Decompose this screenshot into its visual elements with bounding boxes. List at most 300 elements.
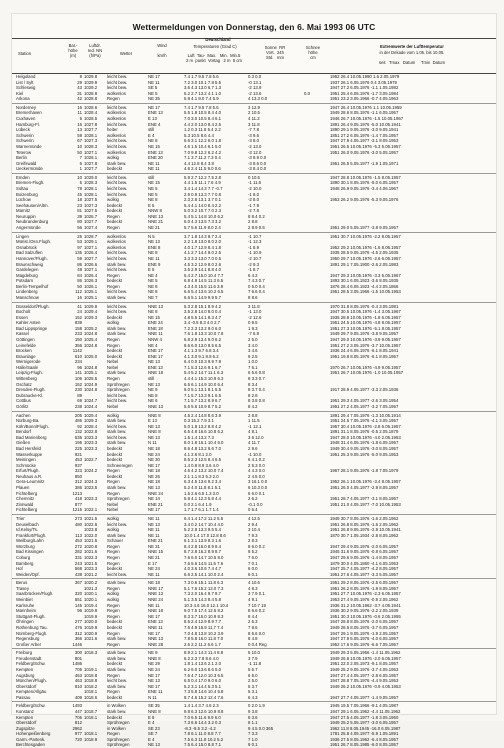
station-wind: NNE 11 [148, 331, 163, 337]
station-wind: NNE 13 [148, 303, 164, 309]
station-temperaturen: 4.6 2.4 11.5 9.0 0.6 [184, 166, 221, 172]
station-name: Schleswig [16, 85, 36, 91]
station-temperaturen: 7.2 3.0 10.1 7.8 5.5 [184, 79, 222, 85]
station-luftdruck: 1029.8 [84, 74, 98, 79]
station-sonne-rr: 7 3.3 [248, 731, 258, 737]
station-extremwerte: 1951 26.8 8.05.1976 -1.6 2.05.1962 [330, 521, 399, 527]
station-sonne-rr: -3 8.4 0.0 [248, 166, 267, 172]
station-name: Nürnberg-Flugh. [16, 630, 48, 636]
station-wind: NE 13 [148, 742, 160, 748]
station-wind: SE 5 [148, 85, 158, 91]
station-luftdruck: 1024.8 [84, 387, 98, 393]
station-schneehoehe: 0.0 [304, 90, 310, 96]
station-extremwerte: 1947 27.5 4.05.1977 -1.8 3.05.1960 [330, 714, 399, 720]
station-sonne-rr: -0.1 0.0 [248, 501, 263, 507]
station-wind: NE 35 [148, 96, 160, 102]
station-sonne-rr: 3 10.4 [248, 527, 260, 533]
station-name: Hannover/Flugh. [16, 255, 48, 261]
station-hoehe: 272 [74, 543, 82, 549]
station-temperaturen: 8.9 2.1 14.3 11.4 8.8 [184, 650, 224, 656]
station-hoehe: 67 [77, 138, 82, 144]
station-sonne-rr: -1 8.0 [248, 191, 259, 197]
station-hoehe: 453 [74, 457, 82, 463]
header-wetter: Wetter [119, 51, 133, 56]
station-luftdruck: 1029.4 [84, 309, 98, 315]
station-sonne-rr: 4 4.3 0.0 [248, 468, 265, 474]
station-wetter: leicht bew. [107, 104, 128, 110]
station-wind: E 4 [148, 132, 155, 138]
station-extremwerte: 1936 30.2 9.05.1976 -2.2 2.05.1939 [330, 608, 399, 614]
station-wind: NE 13 [148, 423, 160, 429]
station-name: Lingen [16, 233, 29, 239]
station-sonne-rr: -1 8.9 [248, 244, 259, 250]
station-wetter: stark bew. [107, 261, 127, 267]
station-wetter: leicht bew. [107, 267, 128, 273]
station-extremwerte: 1891 31.1 8.05.1976 -0.5 2.05.1879 [330, 429, 399, 435]
station-sonne-rr: 9 2.5 [248, 353, 258, 359]
station-temperaturen: 6.2 2.3 7.8 8.6 4.0 [184, 655, 219, 661]
station-name: Lindenberg [16, 289, 38, 295]
station-name: Schwerin [16, 132, 34, 138]
station-wind: NNE 13 [148, 403, 164, 409]
station-extremwerte: 1947 28.8 10.05.1976 -1.5 8.05.1957 [330, 174, 401, 180]
station-wind: N 11 [148, 440, 157, 446]
station-name: Kassel [16, 331, 29, 337]
header-schnee: Schnee höhe cm [305, 45, 321, 60]
station-wind: ENE 11 [148, 689, 163, 695]
table-header [12, 38, 496, 74]
station-temperaturen: 4.1 3.0 9.1 8.8 6.2 [184, 353, 219, 359]
station-hoehe: 720 [74, 736, 82, 742]
station-wetter: stark bew. [107, 485, 127, 491]
station-wetter: bedeckt [107, 208, 123, 214]
station-wind: ENE 17 [148, 348, 163, 354]
station-temperaturen: 5.0 3.2 10.7 7.0 2.3 [184, 208, 222, 214]
station-luftdruck: 1018.1 [84, 689, 98, 695]
station-hoehe: 463 [74, 672, 82, 678]
station-name: Gera-Leumnitz [16, 479, 45, 485]
station-wetter: leicht bew. [107, 185, 128, 191]
station-name: Wernigerode [16, 359, 41, 365]
station-sonne-rr: 4 11.2 [248, 116, 260, 122]
station-luftdruck: 1027.4 [84, 225, 98, 231]
station-extremwerte: 1890 29.1 9.05.1976 -3.0 9.05.1941 [330, 127, 399, 133]
station-wetter: leicht bew. [107, 79, 128, 85]
station-hoehe: 96 [77, 364, 82, 370]
station-wind: NNE 8 [148, 429, 161, 435]
station-wind: E 5 [148, 202, 155, 208]
station-hoehe: 238 [74, 403, 82, 409]
station-extremwerte: 1947 30.5 10.05.1976 -1.4 3.05.1967 [330, 309, 401, 315]
station-wetter: Regen [107, 672, 120, 678]
station-extremwerte: 1951 25.3 9.05.1976 -5.0 9.05.1953 [330, 451, 399, 457]
station-wetter: leicht bew. [107, 138, 128, 144]
station-wetter: Nebel [107, 364, 119, 370]
station-extremwerte: 1891 29.1 7.05.1900 -2.6 2.05.1983 [330, 261, 399, 267]
station-temperaturen: 3.4 -0.5 8.3 4.0 2.7 [184, 320, 221, 326]
station-extremwerte: 1947 28.8 8.05.1976 -2.0 6.05.1957 [330, 619, 399, 625]
station-wetter: Regen [107, 490, 120, 496]
station-temperaturen: 1.5 1.4 13.2 7.3 [184, 434, 214, 440]
station-extremwerte: 1949 28.6 8.05.1976 -1.1 6.05.1957 [330, 110, 399, 116]
station-extremwerte: 1935 28.5 9.05.1976 -4.5 2.05.1935 [330, 250, 399, 256]
station-name: Frankfurt/Flugh. [16, 532, 47, 538]
station-name: Schmücke [16, 462, 37, 468]
station-hoehe: 480 [74, 521, 82, 527]
station-extremwerte: 1949 28.5 8.05.1976 -3.7 6.05.1957 [330, 624, 399, 630]
station-wetter: in Wolken [107, 725, 126, 731]
station-wind: NNE 8 [148, 412, 161, 418]
station-name: Warnemünde [16, 143, 42, 149]
station-temperaturen: 6.4 1.4 17.2 11.2 5.5 [184, 515, 224, 521]
station-luftdruck: 1023.3 [84, 440, 98, 446]
station-hoehe: 409 [74, 694, 82, 700]
station-temperaturen: 4.1 2.7 14.4 8.0 2.5 [184, 250, 222, 256]
station-name: Göttingen [16, 337, 35, 343]
station-wind: NE 8 [148, 392, 158, 398]
station-extremwerte: 1951 28.5 3.05.1966 -1.5 10.05.1953 [330, 289, 401, 295]
station-hoehe: 195 [74, 440, 82, 446]
station-luftdruck: 1019.4 [84, 602, 98, 608]
station-luftdruck: 1026.3 [84, 278, 98, 284]
station-wetter: Nebel [107, 501, 119, 507]
station-temperaturen: 8.5 2.3 12.5 8.4 6.5 [184, 457, 222, 463]
station-wind: NE 13 [148, 678, 160, 684]
station-wind: NE 8 [148, 197, 158, 203]
station-wetter: wolkig [107, 515, 119, 521]
station-sonne-rr: 2 5.0 [248, 678, 258, 684]
station-temperaturen: 7.3 2.0 16.4 9.7 8.7 [184, 591, 222, 597]
station-luftdruck: 1026.1 [84, 283, 98, 289]
station-wind: ENE 20 [148, 155, 163, 161]
station-luftdruck: 1028.3 [84, 180, 98, 186]
station-sonne-rr: -3 12.0 [248, 149, 262, 155]
station-luftdruck: 1025.2 [84, 325, 98, 331]
station-temperaturen: 5.5 1.8 10.5 8.4 4.0 [184, 110, 222, 116]
station-hoehe: 282 [74, 549, 82, 555]
station-wind: ENE 8 [148, 244, 161, 250]
station-wind: NNE 13 [148, 213, 164, 219]
station-temperaturen: 5.2 2.8 13.3 9.5 5.4 [184, 527, 222, 533]
station-luftdruck: 1023.3 [84, 434, 98, 440]
station-wind: E 13 [148, 418, 157, 424]
station-name: Erfurt/Flugh. [16, 468, 40, 474]
station-name: Oberstdorf [16, 683, 37, 689]
station-luftdruck: 1027.7 [84, 219, 98, 225]
station-name: Bamberg [16, 560, 34, 566]
station-temperaturen: 3.4 1.4 14.3 7.7 -0.7 [184, 185, 223, 191]
station-wind: NE 18 [148, 468, 160, 474]
station-hoehe: 152 [74, 314, 82, 320]
station-luftdruck: 1026.4 [84, 272, 98, 278]
station-wind: NE 11 [148, 255, 160, 261]
station-luftdruck: 1020.9 [84, 630, 98, 636]
station-wetter: leicht bew. [107, 191, 128, 197]
station-hoehe: 135 [74, 250, 82, 256]
station-name: Fichtelberg [16, 490, 38, 496]
station-name: Plauen [16, 485, 30, 491]
station-luftdruck: 1026.6 [84, 261, 98, 267]
station-luftdruck: 1029.0 [84, 174, 98, 180]
station-temperaturen: 3.4 0.2 14.7 10.4 4.0 [184, 521, 224, 527]
station-wind: NE 24 [148, 566, 160, 572]
station-temperaturen: 7.3 0.6 15.1 11.8 6.3 [184, 580, 224, 586]
station-wind: NE 17 [148, 462, 160, 468]
station-wind: still [148, 127, 155, 133]
station-hoehe: 438 [74, 571, 82, 577]
station-extremwerte: 1952 17.6 9.05.1976 -6.6 7.05.1957 [330, 641, 399, 647]
group-divider [12, 103, 496, 104]
station-temperaturen: 1.4 0.8 8.9 3.6 4.0 [184, 462, 219, 468]
station-wind: ENE 4 [148, 121, 161, 127]
station-hoehe: 59 [77, 132, 82, 138]
station-temperaturen: 1.2 0.3 11.8 5.4 2.2 [184, 127, 221, 133]
station-wetter: Regen [107, 479, 120, 485]
station-extremwerte: 1947 29.1 9.05.1976 -1.9 2.05.1957 [330, 630, 399, 636]
station-wind: NE 11 [148, 571, 160, 577]
station-sonne-rr: 3 11.8 [248, 121, 260, 127]
station-sonne-rr: 4 13.3 0.0 [248, 96, 268, 102]
station-extremwerte: 1951 26.5 5.05.1977 -1.9 1.05.1971 [330, 160, 399, 166]
station-name: Kempten [16, 714, 34, 720]
station-hoehe: 233 [74, 331, 82, 337]
station-name: Kiel [16, 90, 24, 96]
station-temperaturen: 4.1 2.6 8.1 2.0 [184, 451, 212, 457]
station-wind: SE 7 [148, 731, 158, 737]
station-wetter: leicht bew. [107, 303, 128, 309]
station-hoehe: 418 [74, 496, 82, 502]
station-name: Rothenburg Tau. [16, 624, 48, 630]
station-extremwerte: 1951 29.3 4.05.1977 -2.6 3.05.1954 [330, 398, 399, 404]
station-extremwerte: 1962 11.8 8.05.1945 -16.0 6.05.1987 [330, 725, 401, 731]
station-temperaturen: 7.3 5.8 14.6 10.4 5.8 [184, 689, 224, 695]
station-wetter: Regen [107, 613, 120, 619]
station-name: Berchtesgaden [16, 742, 45, 748]
station-wind: NE 13 [148, 521, 160, 527]
station-wetter: stark bew. [107, 655, 127, 661]
station-hoehe: 53 [77, 239, 82, 245]
station-sonne-rr: 2 10.5 [248, 110, 260, 116]
station-wetter: Schneeregen [107, 462, 133, 468]
station-temperaturen: 8.4 2.8 16.0 8.9 8.4 [184, 543, 222, 549]
station-name: Brocken [16, 348, 32, 354]
station-hoehe: 705 [74, 714, 82, 720]
station-sonne-rr: 7 9.3 [248, 532, 258, 538]
station-temperaturen: 3.5 2.8 14.0 8.0 0.4 [184, 309, 222, 315]
station-wind: NE 24 [148, 666, 160, 672]
station-sonne-rr: -2 8.0 [248, 197, 259, 203]
station-sonne-rr: 9 3.8 [248, 709, 258, 715]
station-luftdruck: 1027.1 [84, 267, 98, 273]
station-wetter: stark bew. [107, 580, 127, 586]
station-name: Leinefelde [16, 342, 36, 348]
station-sonne-rr: -1 12.3 [248, 239, 262, 245]
station-extremwerte: 1949 25.2 9.05.1976 -3.7 4.05.1953 [330, 666, 399, 672]
station-name: Bendorf [16, 429, 32, 435]
station-temperaturen: 7.6 4.9 15.9 11.7 7.4 [184, 624, 224, 630]
station-hoehe: 2962 [72, 725, 82, 731]
station-wind: NE 9 [148, 387, 158, 393]
station-temperaturen: 6.6 5.4 13.6 10.2 6.5 [184, 289, 224, 295]
station-sonne-rr: -0 13.1 [248, 79, 262, 85]
station-wind: N 11 [148, 694, 157, 700]
station-hoehe: 366 [74, 636, 82, 642]
station-wetter: leicht bew. [107, 398, 128, 404]
station-wetter: Regen [107, 630, 120, 636]
station-name: Kempten/Allgäu [16, 689, 47, 695]
station-luftdruck: 1022.0 [84, 532, 98, 538]
station-extremwerte: 1951 26.0 9.05.1976 -3.0 5.05.1957 [330, 149, 399, 155]
station-sonne-rr: 8 3.7 0.4 [248, 387, 265, 393]
station-luftdruck: 1027.7 [84, 127, 98, 133]
station-wetter: bedeckt [107, 714, 123, 720]
table-row [12, 295, 496, 301]
station-luftdruck: 1018.9 [84, 736, 98, 742]
station-hoehe: 230 [74, 387, 82, 393]
table-row [12, 404, 496, 410]
station-luftdruck: 1019.1 [84, 666, 98, 672]
station-temperaturen: 10.3 4.6 16.0 12.1 10.4 [184, 602, 229, 608]
station-name: Lüchow [16, 197, 31, 203]
station-sonne-rr: 2 6.3 [248, 619, 258, 625]
station-hoehe: 273 [74, 515, 82, 521]
station-luftdruck: 1029.9 [84, 79, 98, 85]
station-hoehe: 50 [77, 283, 82, 289]
station-hoehe: 331 [74, 554, 82, 560]
station-name: Neuruppin [16, 213, 36, 219]
station-name: Stuttgart-Flugh. [16, 613, 46, 619]
station-wetter: Regen [107, 337, 120, 343]
station-temperaturen: 2.5 2.2 11.2 6.6 1.7 [184, 641, 221, 647]
station-wetter: bedeckt [107, 348, 123, 354]
station-temperaturen: 4.4 1.5 11.1 7.6 4.9 [184, 180, 221, 186]
station-wind: NNE 17 [148, 585, 164, 591]
station-hoehe: 323 [74, 468, 82, 474]
station-wind: SE 23 [148, 725, 160, 731]
station-name: Weilburg/Lahn [16, 538, 44, 544]
station-temperaturen: 5.1 3.5 14.3 8.4 5.8 [184, 597, 222, 603]
station-wetter: wolkig [107, 591, 119, 597]
station-wind: NNE 24 [148, 597, 164, 603]
station-sonne-rr: 8 3.4 [248, 381, 258, 387]
station-luftdruck: 1025.1 [84, 289, 98, 295]
station-sonne-rr: 2 5.0 [248, 337, 258, 343]
station-sonne-rr: 1 0.0 [248, 359, 258, 365]
station-wetter: Regen [107, 731, 120, 737]
station-sonne-rr: 6 5.6 0.8 [248, 370, 265, 376]
station-sonne-rr: 4 8.1 [248, 429, 258, 435]
station-temperaturen: 4.0 1.7 12.9 8.4 1.8 [184, 244, 222, 250]
station-temperaturen: 7.1 5.7 13.3 9.1 6.5 [184, 392, 222, 398]
station-sonne-rr: 8 3.6 [248, 714, 258, 720]
station-hoehe: 11 [77, 110, 82, 116]
station-hoehe: 937 [74, 462, 82, 468]
station-hoehe: 96 [77, 608, 82, 614]
station-luftdruck: 1020.2 [84, 580, 98, 586]
station-wetter: bedeckt [107, 619, 123, 625]
station-temperaturen: 5.4 2.7 15.0 10.4 7.7 [184, 272, 224, 278]
station-wind: NE 17 [148, 630, 160, 636]
station-luftdruck: 1018.6 [84, 694, 98, 700]
station-luftdruck: 1029.4 [84, 412, 98, 418]
station-name: Görlitz [16, 403, 29, 409]
station-sonne-rr: -1 11.6 [248, 180, 262, 186]
station-extremwerte: 1951 23.2 3.05.1966 -0.7 4.05.1963 [330, 96, 399, 102]
station-wind: still [148, 174, 155, 180]
station-hoehe: 86 [77, 278, 82, 284]
station-sonne-rr: -1 11.8 [248, 661, 262, 667]
station-name: Öhringen [16, 619, 34, 625]
station-wind: NE 13 [148, 381, 160, 387]
station-wetter: bedeckt [107, 661, 123, 667]
station-extremwerte: 1949 30.7 8.05.1976 -1.6 2.05.1962 [330, 515, 399, 521]
station-name: Oschatz [16, 381, 32, 387]
station-wind: NE 13 [148, 434, 160, 440]
station-extremwerte: 1951 27.2 3.05.1976 -3.7 10.05.1957 [330, 342, 401, 348]
station-name: Oberstdorf [16, 720, 37, 726]
station-extremwerte: 1951 29.0 5.05.1977 -3.8 9.05.1957 [330, 225, 399, 231]
station-hoehe: 150 [74, 337, 82, 343]
station-extremwerte: 1952 26.4 10.05.1990 1.6 2.05.1979 [330, 74, 400, 79]
station-sonne-rr: 4 10.6 [248, 580, 260, 586]
station-hoehe: 386 [74, 485, 82, 491]
station-extremwerte: 1947 26.4 10.05.1976 1.1 10.05.1959 [330, 104, 402, 110]
station-temperaturen: 5.9 4.1 12.3 5.8 4.4 [184, 496, 222, 502]
station-temperaturen: 5.4 5.2 14.7 11.1 6.3 [184, 370, 224, 376]
station-temperaturen: 9.0 7.5 17.4 12.5 8.2 [184, 608, 224, 614]
station-name: Id.Kelsy/Ts. [16, 527, 38, 533]
station-temperaturen: 6.0 5.1 13.1 8.1 5.5 [184, 387, 222, 393]
station-temperaturen: 7.0 9.8 12.2 6.2 4.2 [184, 149, 222, 155]
station-wetter: bedeckt [107, 566, 123, 572]
station-wetter: leicht bew. [107, 289, 128, 295]
station-name: Bad Lippspringe [16, 325, 48, 331]
station-name: Seehausen/Altm. [16, 202, 49, 208]
station-sonne-rr: 0.3 0.0 [248, 74, 262, 79]
station-name: Hof [16, 566, 23, 572]
station-extremwerte: 1947 25.7 4.05.1977 -4.2 8.05.1957 [330, 566, 399, 572]
station-hoehe: 921 [74, 451, 82, 457]
station-wind: NNE 13 [148, 636, 164, 642]
station-extremwerte: 1949 29.7 9.05.1976 -3.8 9.05.1957 [330, 331, 399, 337]
station-name: Neuhaus a.R. [16, 473, 43, 479]
station-luftdruck: 1024.4 [84, 403, 98, 409]
station-sonne-rr: -1 7.9 [248, 202, 259, 208]
station-sonne-rr: 8 6.0 0.2 [248, 543, 265, 549]
station-wetter: stark bew. [107, 331, 127, 337]
station-extremwerte: 1936 24.4 6.05.1976 -6.1 8.05.1941 [330, 348, 399, 354]
station-extremwerte: 1951 26.5 10.05.1976 -5.3 5.05.1957 [330, 143, 401, 149]
station-wetter: Nebel [107, 403, 119, 409]
station-temperaturen: 1.5 2.6 6.5 1.3 3.0 [184, 490, 219, 496]
station-wind: NNE 18 [148, 370, 164, 376]
station-name: Bad Salzuflen [16, 250, 43, 256]
station-wetter: bedeckt [107, 446, 123, 451]
station-wetter: wolkig [107, 412, 119, 418]
station-sonne-rr: 8 3.3 0.7 [248, 376, 265, 382]
station-sonne-rr: 2 4.5 0.0 [248, 473, 265, 479]
station-sonne-rr: 0 9.5 [248, 320, 258, 326]
station-luftdruck: 1024.3 [84, 479, 98, 485]
station-extremwerte: 1936 31.2 10.05.1962 -3.7 4.05.1941 [330, 602, 401, 608]
station-hoehe: 476 [74, 624, 82, 630]
station-wind: NE 7 [148, 294, 158, 300]
station-name: Schwerin [16, 138, 34, 144]
station-luftdruck: 1023.3 [84, 446, 98, 451]
station-temperaturen: 4.4 2.0 13.0 8.4 2.5 [184, 121, 222, 127]
station-hoehe: 48 [77, 267, 82, 273]
station-extremwerte: 1952 29.2 10.05.1976 -1.6 8.06.1957 [330, 244, 401, 250]
